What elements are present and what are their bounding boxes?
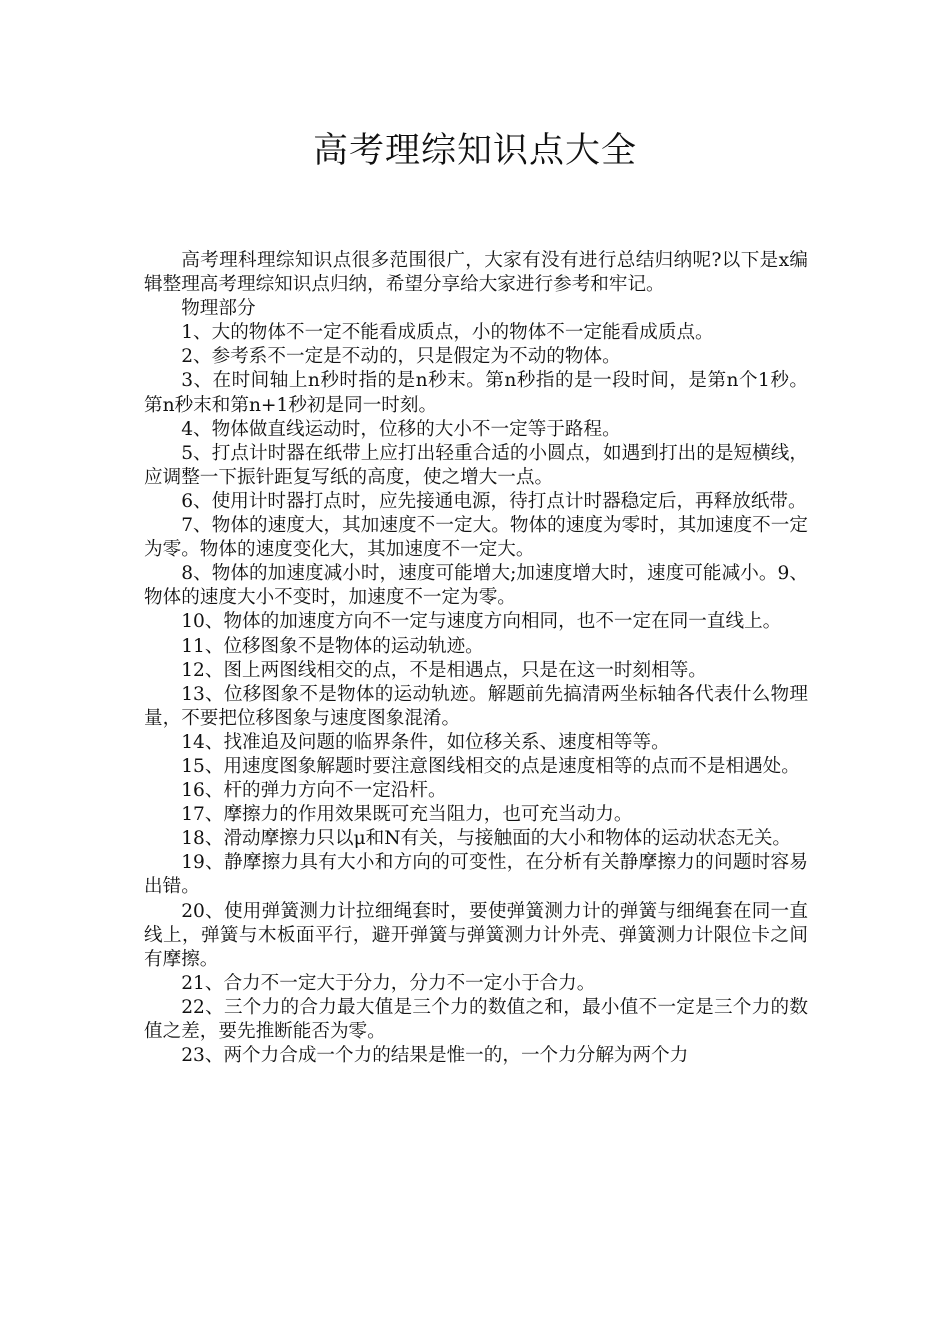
list-item: 3、在时间轴上n秒时指的是n秒末。第n秒指的是一段时间，是第n个1秒。第n秒末和第n+1秒初是同一时刻。 (144, 370, 808, 416)
list-item: 22、三个力的合力最大值是三个力的数值之和，最小值不一定是三个力的数值之差，要先推断能否为零。 (144, 996, 808, 1042)
intro-paragraph: 高考理科理综知识点很多范围很广，大家有没有进行总结归纳呢?以下是x编辑整理高考理综知识点归纳，希望分享给大家进行参考和牢记。 (144, 250, 808, 296)
list-item: 11、位移图象不是物体的运动轨迹。 (181, 635, 484, 657)
list-item: 15、用速度图象解题时要注意图线相交的点是速度相等的点而不是相遇处。 (181, 755, 800, 777)
document-body (144, 249, 808, 1068)
list-item: 4、物体做直线运动时，位移的大小不一定等于路程。 (181, 418, 621, 440)
list-item: 17、摩擦力的作用效果既可充当阻力，也可充当动力。 (181, 804, 633, 826)
section-heading-physics: 物理部分 (181, 298, 256, 320)
list-item: 13、位移图象不是物体的运动轨迹。解题前先搞清两坐标轴各代表什么物理量，不要把位移图象与速度图象混淆。 (144, 683, 808, 729)
list-item: 12、图上两图线相交的点，不是相遇点，只是在这一时刻相等。 (181, 659, 707, 681)
list-item: 7、物体的速度大，其加速度不一定大。物体的速度为零时，其加速度不一定为零。物体的速度变化大，其加速度不一定大。 (144, 515, 808, 561)
list-item: 19、静摩擦力具有大小和方向的可变性，在分析有关静摩擦力的问题时容易出错。 (144, 852, 808, 898)
list-item: 18、滑动摩擦力只以μ和N有关，与接触面的大小和物体的运动状态无关。 (181, 828, 792, 850)
list-item: 21、合力不一定大于分力，分力不一定小于合力。 (181, 972, 596, 994)
list-item: 14、找准追及问题的临界条件，如位移关系、速度相等等。 (181, 731, 670, 753)
list-item: 2、参考系不一定是不动的，只是假定为不动的物体。 (181, 346, 621, 368)
list-item: 10、物体的加速度方向不一定与速度方向相同，也不一定在同一直线上。 (181, 611, 782, 633)
list-item: 8、物体的加速度减小时，速度可能增大;加速度增大时，速度可能减小。9、物体的速度大小不变时，加速度不一定为零。 (144, 563, 808, 609)
list-item: 6、使用计时器打点时，应先接通电源，待打点计时器稳定后，再释放纸带。 (181, 490, 807, 512)
list-item: 20、使用弹簧测力计拉细绳套时，要使弹簧测力计的弹簧与细绳套在同一直线上，弹簧与木板面平行，避开弹簧与弹簧测力计外壳、弹簧测力计限位卡之间有摩擦。 (144, 900, 808, 970)
list-item: 23、两个力合成一个力的结果是惟一的，一个力分解为两个力 (181, 1045, 689, 1067)
list-item: 5、打点计时器在纸带上应打出轻重合适的小圆点，如遇到打出的是短横线，应调整一下振针距复写纸的高度，使之增大一点。 (144, 442, 808, 488)
page-title: 高考理综知识点大全 (312, 131, 637, 171)
list-item: 16、杆的弹力方向不一定沿杆。 (181, 780, 447, 802)
list-item: 1、大的物体不一定不能看成质点，小的物体不一定能看成质点。 (181, 322, 714, 344)
